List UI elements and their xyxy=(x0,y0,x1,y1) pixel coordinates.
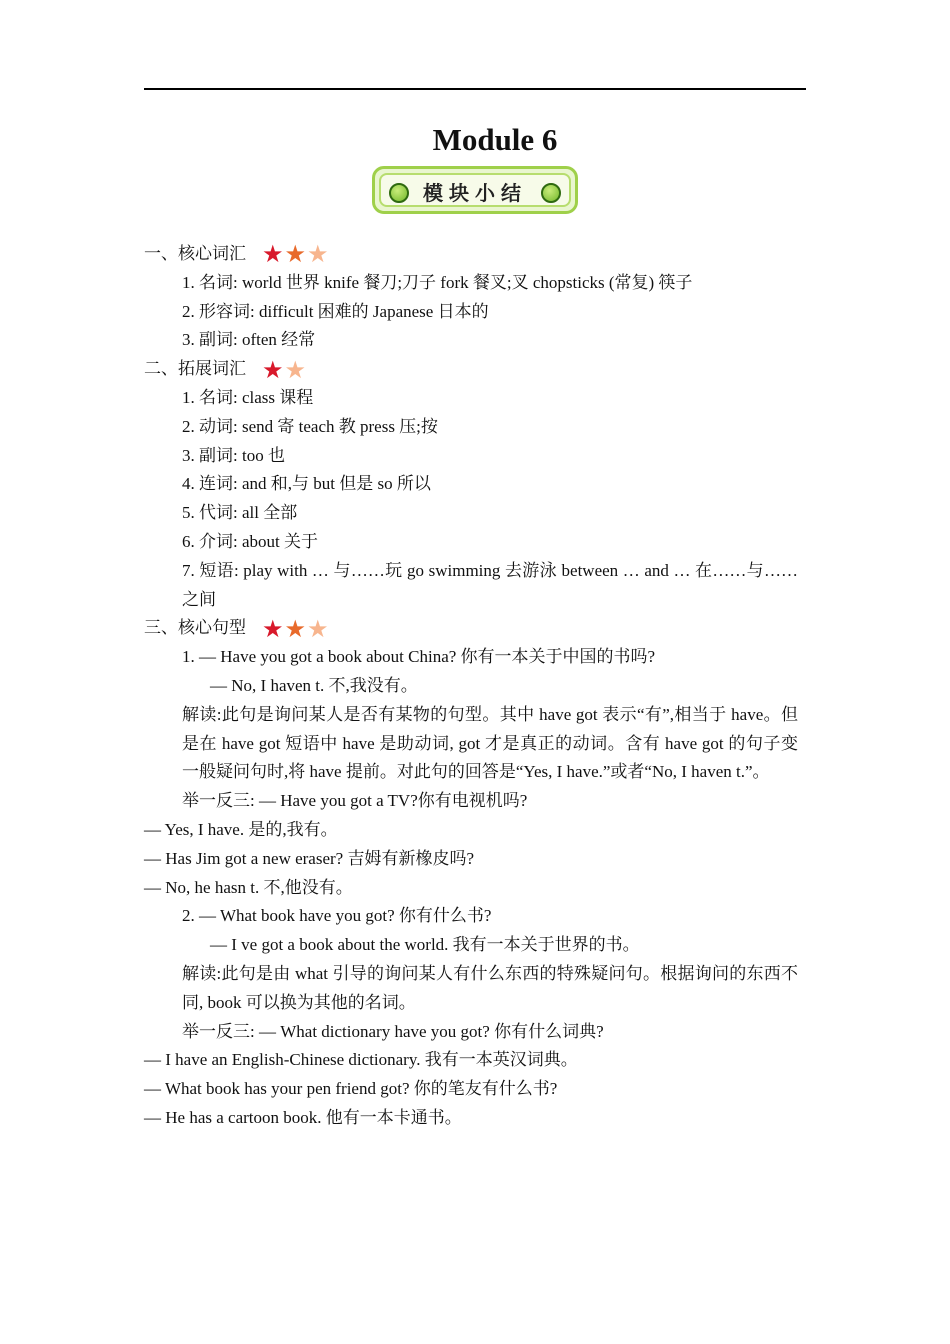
vocab-line: 6. 介词: about 关于 xyxy=(182,531,318,551)
example-line: — I have an English-Chinese dictionary. 我有一本英汉词典。 xyxy=(144,1050,578,1070)
section-heading-core-sentences xyxy=(144,614,798,643)
section-heading-text: 一、核心词汇 xyxy=(144,244,246,263)
star-icon: ★ xyxy=(262,614,284,643)
example-line: — No, he hasn t. 不,他没有。 xyxy=(144,877,353,897)
vocab-line: 3. 副词: too 也 xyxy=(182,445,285,465)
difficulty-stars xyxy=(262,355,307,384)
vocab-line: 2. 动词: send 寄 teach 教 press 压;按 xyxy=(182,416,438,436)
example-line: 举一反三: — What dictionary have you got? 你有什么词典? xyxy=(182,1021,604,1041)
star-icon: ★ xyxy=(262,355,284,384)
vocab-line: 1. 名词: world 世界 knife 餐刀;刀子 fork 餐叉;叉 chopsticks (常复) 筷子 xyxy=(182,272,693,292)
explanation-paragraph: 解读:此句是由 what 引导的询问某人有什么东西的特殊疑问句。根据询问的东西不同, book 可以换为其他的名词。 xyxy=(182,963,798,1012)
difficulty-stars xyxy=(262,240,329,269)
module-summary-badge xyxy=(372,166,578,214)
example-line: — He has a cartoon book. 他有一本卡通书。 xyxy=(144,1107,462,1127)
section-heading-extended-vocab xyxy=(144,355,798,384)
summary-content xyxy=(144,240,798,1133)
star-icon: ★ xyxy=(284,355,307,384)
explanation-paragraph: 解读:此句是询问某人是否有某物的句型。其中 have got 表示“有”,相当于 have。但是在 have got 短语中 have 是助动词, got 才是真正的动词。含有 have got 的句子变一般疑问句时,将 have 提前。对此句的回答是“Yes, I have.”或者“No, I haven t.”。 xyxy=(182,704,798,782)
badge-label: 模块小结 xyxy=(423,181,527,205)
sentence-line: — No, I haven t. 不,我没有。 xyxy=(210,675,418,695)
sentence-line: 2. — What book have you got? 你有什么书? xyxy=(182,906,492,926)
section-heading-text: 二、拓展词汇 xyxy=(144,359,246,379)
vocab-line: 1. 名词: class 课程 xyxy=(182,387,314,407)
vocab-line: 7. 短语: play with … 与……玩 go swimming 去游泳 between … and … 在……与……之间 xyxy=(182,560,798,609)
star-icon: ★ xyxy=(284,240,307,269)
sentence-line: — I ve got a book about the world. 我有一本关于世界的书。 xyxy=(210,935,640,955)
vocab-line: 4. 连词: and 和,与 but 但是 so 所以 xyxy=(182,474,431,494)
section-heading-core-vocab xyxy=(144,240,798,269)
example-line: 举一反三: — Have you got a TV?你有电视机吗? xyxy=(182,791,528,811)
vocab-line: 5. 代词: all 全部 xyxy=(182,503,298,523)
example-line: — What book has your pen friend got? 你的笔友有什么书? xyxy=(144,1079,558,1099)
sentence-line: 1. — Have you got a book about China? 你有一本关于中国的书吗? xyxy=(182,647,656,667)
vocab-line: 3. 副词: often 经常 xyxy=(182,330,316,350)
star-icon: ★ xyxy=(262,240,284,269)
example-line: — Yes, I have. 是的,我有。 xyxy=(144,819,338,839)
page-title: Module 6 xyxy=(432,122,558,157)
vocab-line: 2. 形容词: difficult 困难的 Japanese 日本的 xyxy=(182,301,489,321)
star-icon: ★ xyxy=(284,614,307,643)
star-icon: ★ xyxy=(307,614,329,643)
top-rule xyxy=(144,88,806,90)
difficulty-stars xyxy=(262,614,329,643)
star-icon: ★ xyxy=(307,240,329,269)
example-line: — Has Jim got a new eraser? 吉姆有新橡皮吗? xyxy=(144,848,475,868)
section-heading-text: 三、核心句型 xyxy=(144,618,246,638)
